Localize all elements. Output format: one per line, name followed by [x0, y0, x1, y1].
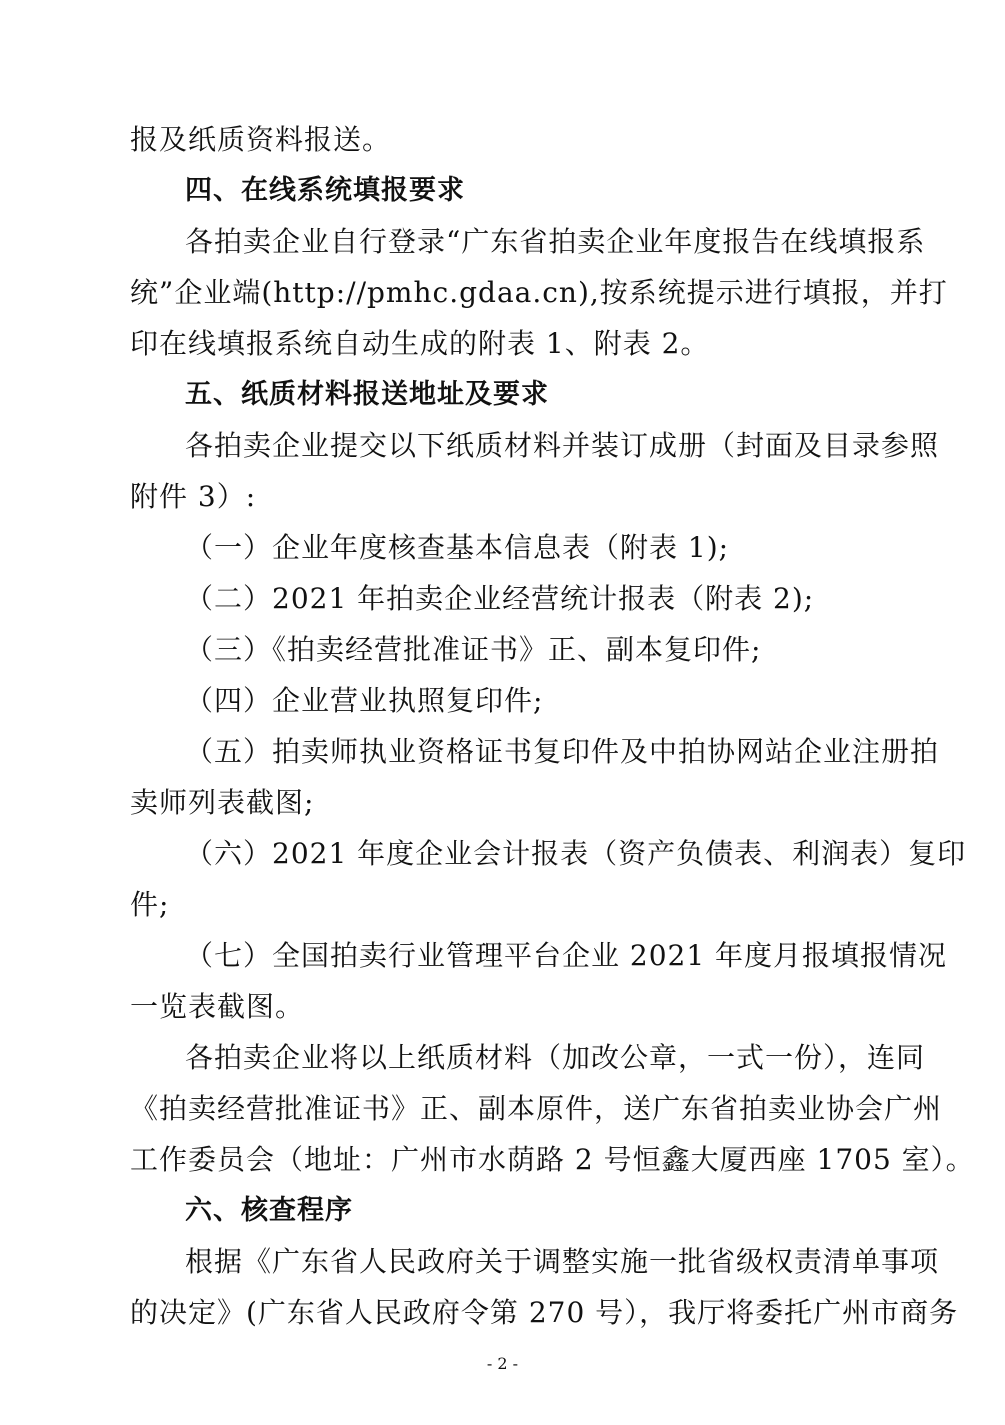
- body-text-line: 报及纸质资料报送。: [130, 123, 392, 156]
- list-item: （五）拍卖师执业资格证书复印件及中拍协网站企业注册拍: [185, 735, 940, 768]
- body-text-line: 印在线填报系统自动生成的附表 1、附表 2。: [130, 327, 710, 360]
- body-text-line: 统”企业端(http://pmhc.gdaa.cn),按系统提示进行填报，并打: [130, 276, 948, 309]
- list-item-continued: 卖师列表截图;: [130, 786, 315, 819]
- body-text-line: 各拍卖企业自行登录“广东省拍卖企业年度报告在线填报系: [185, 225, 926, 258]
- list-item: （三）《拍卖经营批准证书》正、副本复印件;: [185, 633, 762, 666]
- list-item: （六）2021 年度企业会计报表（资产负债表、利润表）复印: [185, 837, 967, 870]
- section-heading-review-procedure: 六、核查程序: [185, 1195, 353, 1226]
- body-text-line: 的决定》(广东省人民政府令第 270 号），我厅将委托广州市商务: [130, 1296, 959, 1329]
- body-text-line: 附件 3）:: [130, 480, 257, 513]
- list-item: （七）全国拍卖行业管理平台企业 2021 年度月报填报情况: [185, 939, 948, 972]
- body-text-line: 各拍卖企业提交以下纸质材料并装订成册（封面及目录参照: [185, 429, 940, 462]
- body-text-line: 根据《广东省人民政府关于调整实施一批省级权责清单事项: [185, 1245, 940, 1278]
- list-item: （一）企业年度核查基本信息表（附表 1);: [185, 531, 730, 564]
- body-text-line: 工作委员会（地址：广州市水荫路 2 号恒鑫大厦西座 1705 室）。: [130, 1143, 975, 1176]
- section-heading-online-system: 四、在线系统填报要求: [185, 175, 465, 206]
- list-item: （四）企业营业执照复印件;: [185, 684, 544, 717]
- list-item-continued: 一览表截图。: [130, 990, 305, 1023]
- body-text-line: 各拍卖企业将以上纸质材料（加改公章，一式一份），连同: [185, 1041, 926, 1074]
- list-item: （二）2021 年拍卖企业经营统计报表（附表 2);: [185, 582, 815, 615]
- page-number: - 2 -: [486, 1354, 519, 1373]
- section-heading-paper-materials: 五、纸质材料报送地址及要求: [185, 379, 549, 410]
- body-text-line: 《拍卖经营批准证书》正、副本原件，送广东省拍卖业协会广州: [130, 1092, 943, 1125]
- list-item-continued: 件;: [130, 888, 170, 921]
